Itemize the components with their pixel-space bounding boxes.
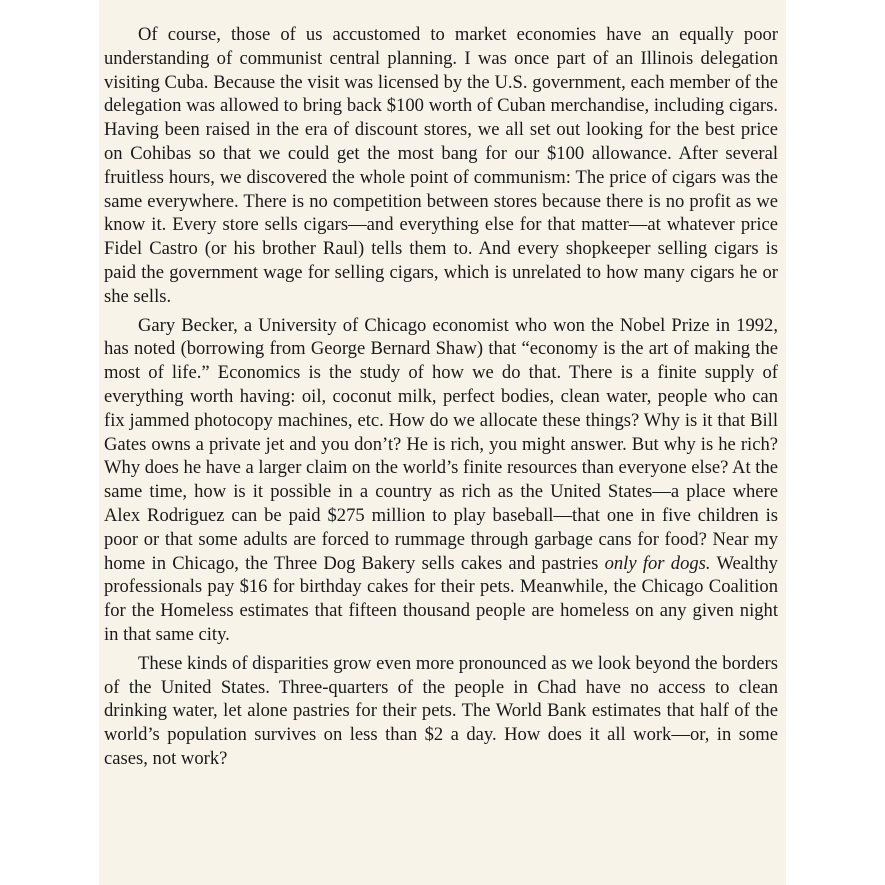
paragraph-text-segment: Wealthy professionals pay $16 for birthday cakes for their pets. Meanwhile, the Chicago Coalition for the Homeless estimates that fifteen thousand people are homeless on any given night in that same city.	[104, 552, 778, 645]
paragraph-gary-becker	[104, 314, 778, 647]
page-text-body	[104, 23, 778, 776]
paragraph-text-segment: Gary Becker, a University of Chicago economist who won the Nobel Prize in 1992, has noted (borrowing from George Bernard Shaw) that “economy is the art of making the most of life.” Economics is the study of how we do that. There is a finite supply of everything worth having: oil, coconut milk, perfect bodies, clean water, people who can fix jammed photocopy machines, etc. How do we allocate these things? Why is it that Bill Gates owns a private jet and you don’t? He is rich, you might answer. But why is he rich? Why does he have a larger claim on the world’s finite resources than everyone else? At the same time, how is it possible in a country as rich as the United States—a place where Alex Rodriguez can be paid $275 million to play baseball—that one in five children is poor or that some adults are forced to rummage through garbage cans for food? Near my home in Chicago, the Three Dog Bakery sells cakes and pastries	[104, 314, 778, 574]
paragraph-cuba-cigars: Of course, those of us accustomed to market economies have an equally poor understanding of communist central planning. I was once part of an Illinois delegation visiting Cuba. Because the visit was licensed by the U.S. government, each member of the delegation was allowed to bring back $100 worth of Cuban merchandise, including cigars. Having been raised in the era of discount stores, we all set out looking for the best price on Cohibas so that we could get the most bang for our $100 allowance. After several fruitless hours, we discovered the whole point of communism: The price of cigars was the same everywhere. There is no competition between stores because there is no profit as we know it. Every store sells cigars—and everything else for that matter—at whatever price Fidel Castro (or his brother Raul) tells them to. And every shopkeeper selling cigars is paid the government wage for selling cigars, which is unrelated to how many cigars he or she sells.	[104, 24, 778, 307]
paragraph-global-disparities: These kinds of disparities grow even more pronounced as we look beyond the borders of the United States. Three-quarters of the people in Chad have no access to clean drinking water, let alone pastries for their pets. The World Bank estimates that half of the world’s population survives on less than $2 a day. How does it all work—or, in some cases, not work?	[104, 652, 778, 769]
book-page	[99, 0, 786, 885]
italic-emphasis: only for dogs.	[604, 552, 711, 574]
